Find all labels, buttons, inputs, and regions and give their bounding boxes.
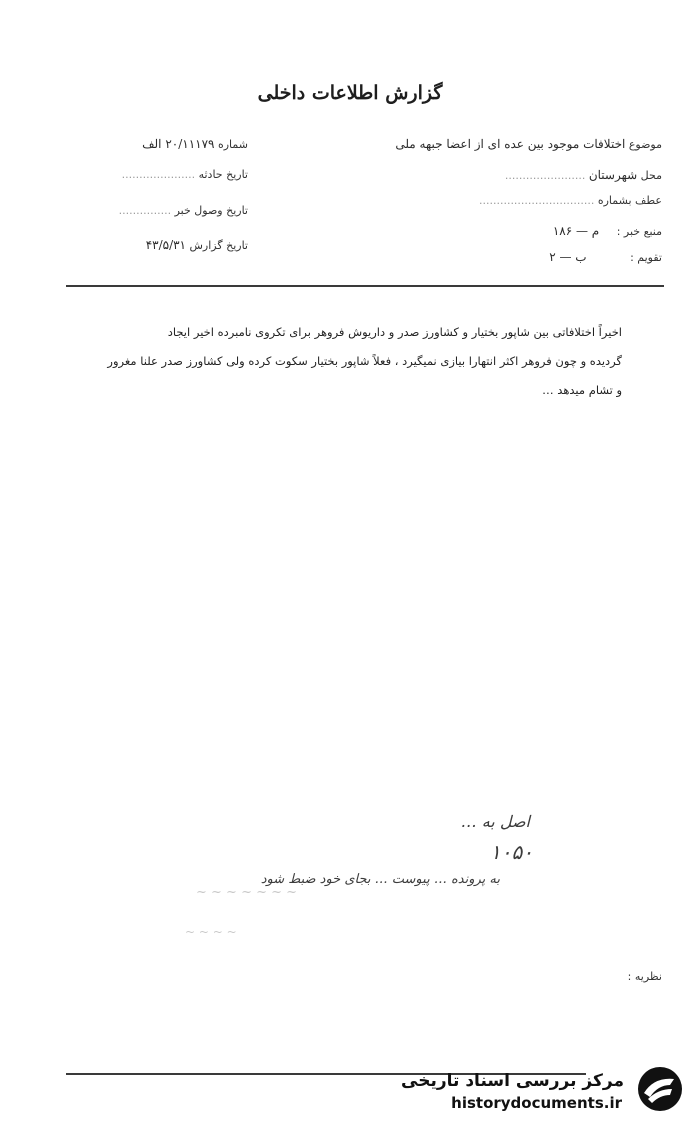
location-value: شهرستان: [588, 168, 638, 182]
report-body: [52, 318, 622, 405]
body-line-1: اخیراً اختلافاتی بین شاپور بختیار و کشاورز صدر و داریوش فروهر برای تکروی نامبرده اخیر ایجاد: [167, 325, 622, 339]
source-field: [553, 224, 662, 238]
handwritten-note-1: اصل به …: [460, 812, 530, 831]
receipt-date-label: تاریخ وصول خبر: [174, 204, 248, 217]
subject-value: اختلافات موجود بین عده ای از اعضا جبهه ملی: [395, 137, 626, 151]
body-line-3: و تشام میدهد …: [542, 383, 622, 397]
reference-field: عطف بشماره .................................: [478, 194, 662, 207]
evaluation-label: تقویم :: [630, 251, 662, 264]
subject-label: موضوع: [628, 138, 662, 151]
source-label: منبع خبر :: [616, 225, 662, 238]
number-field: [68, 137, 248, 151]
number-label: شماره: [217, 138, 248, 151]
document-title: گزارش اطلاعات داخلی: [257, 82, 443, 104]
body-line-2: گردیده و چون فروهر اکثر انتهارا بیازی نمیگیرد ، فعلاً شاپور بختیار سکوت کرده ولی کشاورز صدر علنا مغرور: [107, 354, 622, 368]
source-value: م — ۱۸۶: [552, 224, 600, 238]
evaluation-value: ب — ۲: [549, 250, 587, 264]
opinion-label: نظریه :: [627, 970, 662, 983]
faint-mark: ~ ~ ~ ~: [185, 925, 237, 939]
number-value: ۲۰/۱۱۱۷۹ الف: [142, 137, 215, 151]
reference-label: عطف بشماره: [597, 194, 662, 207]
book-logo-icon: [630, 1063, 690, 1115]
report-date-label: تاریخ گزارش: [189, 239, 248, 252]
location-field: محل شهرستان .......................: [504, 168, 662, 182]
report-date-value: ۴۳/۵/۳۱: [145, 238, 186, 252]
incident-date-field: تاریخ حادثه .....................: [121, 168, 248, 181]
watermark-url: historydocuments.ir: [451, 1094, 622, 1112]
report-date-field: [68, 238, 248, 252]
faint-stamp: ~ ~ ~ ~ ~ ~ ~: [196, 885, 298, 900]
subject-field: [395, 137, 662, 151]
watermark-title: مرکز بررسی اسناد تاریخی: [401, 1071, 624, 1091]
header-divider: [66, 285, 664, 287]
handwritten-note-3: به پرونده … پیوست … بجای خود ضبط شود: [260, 872, 500, 887]
handwritten-note-2: ۱۰۵۰: [490, 840, 533, 864]
incident-date-label: تاریخ حادثه: [198, 168, 248, 181]
opinion-field: [628, 970, 662, 983]
evaluation-field: [549, 250, 662, 264]
location-label: محل: [640, 169, 662, 182]
receipt-date-field: تاریخ وصول خبر ...............: [118, 204, 248, 217]
